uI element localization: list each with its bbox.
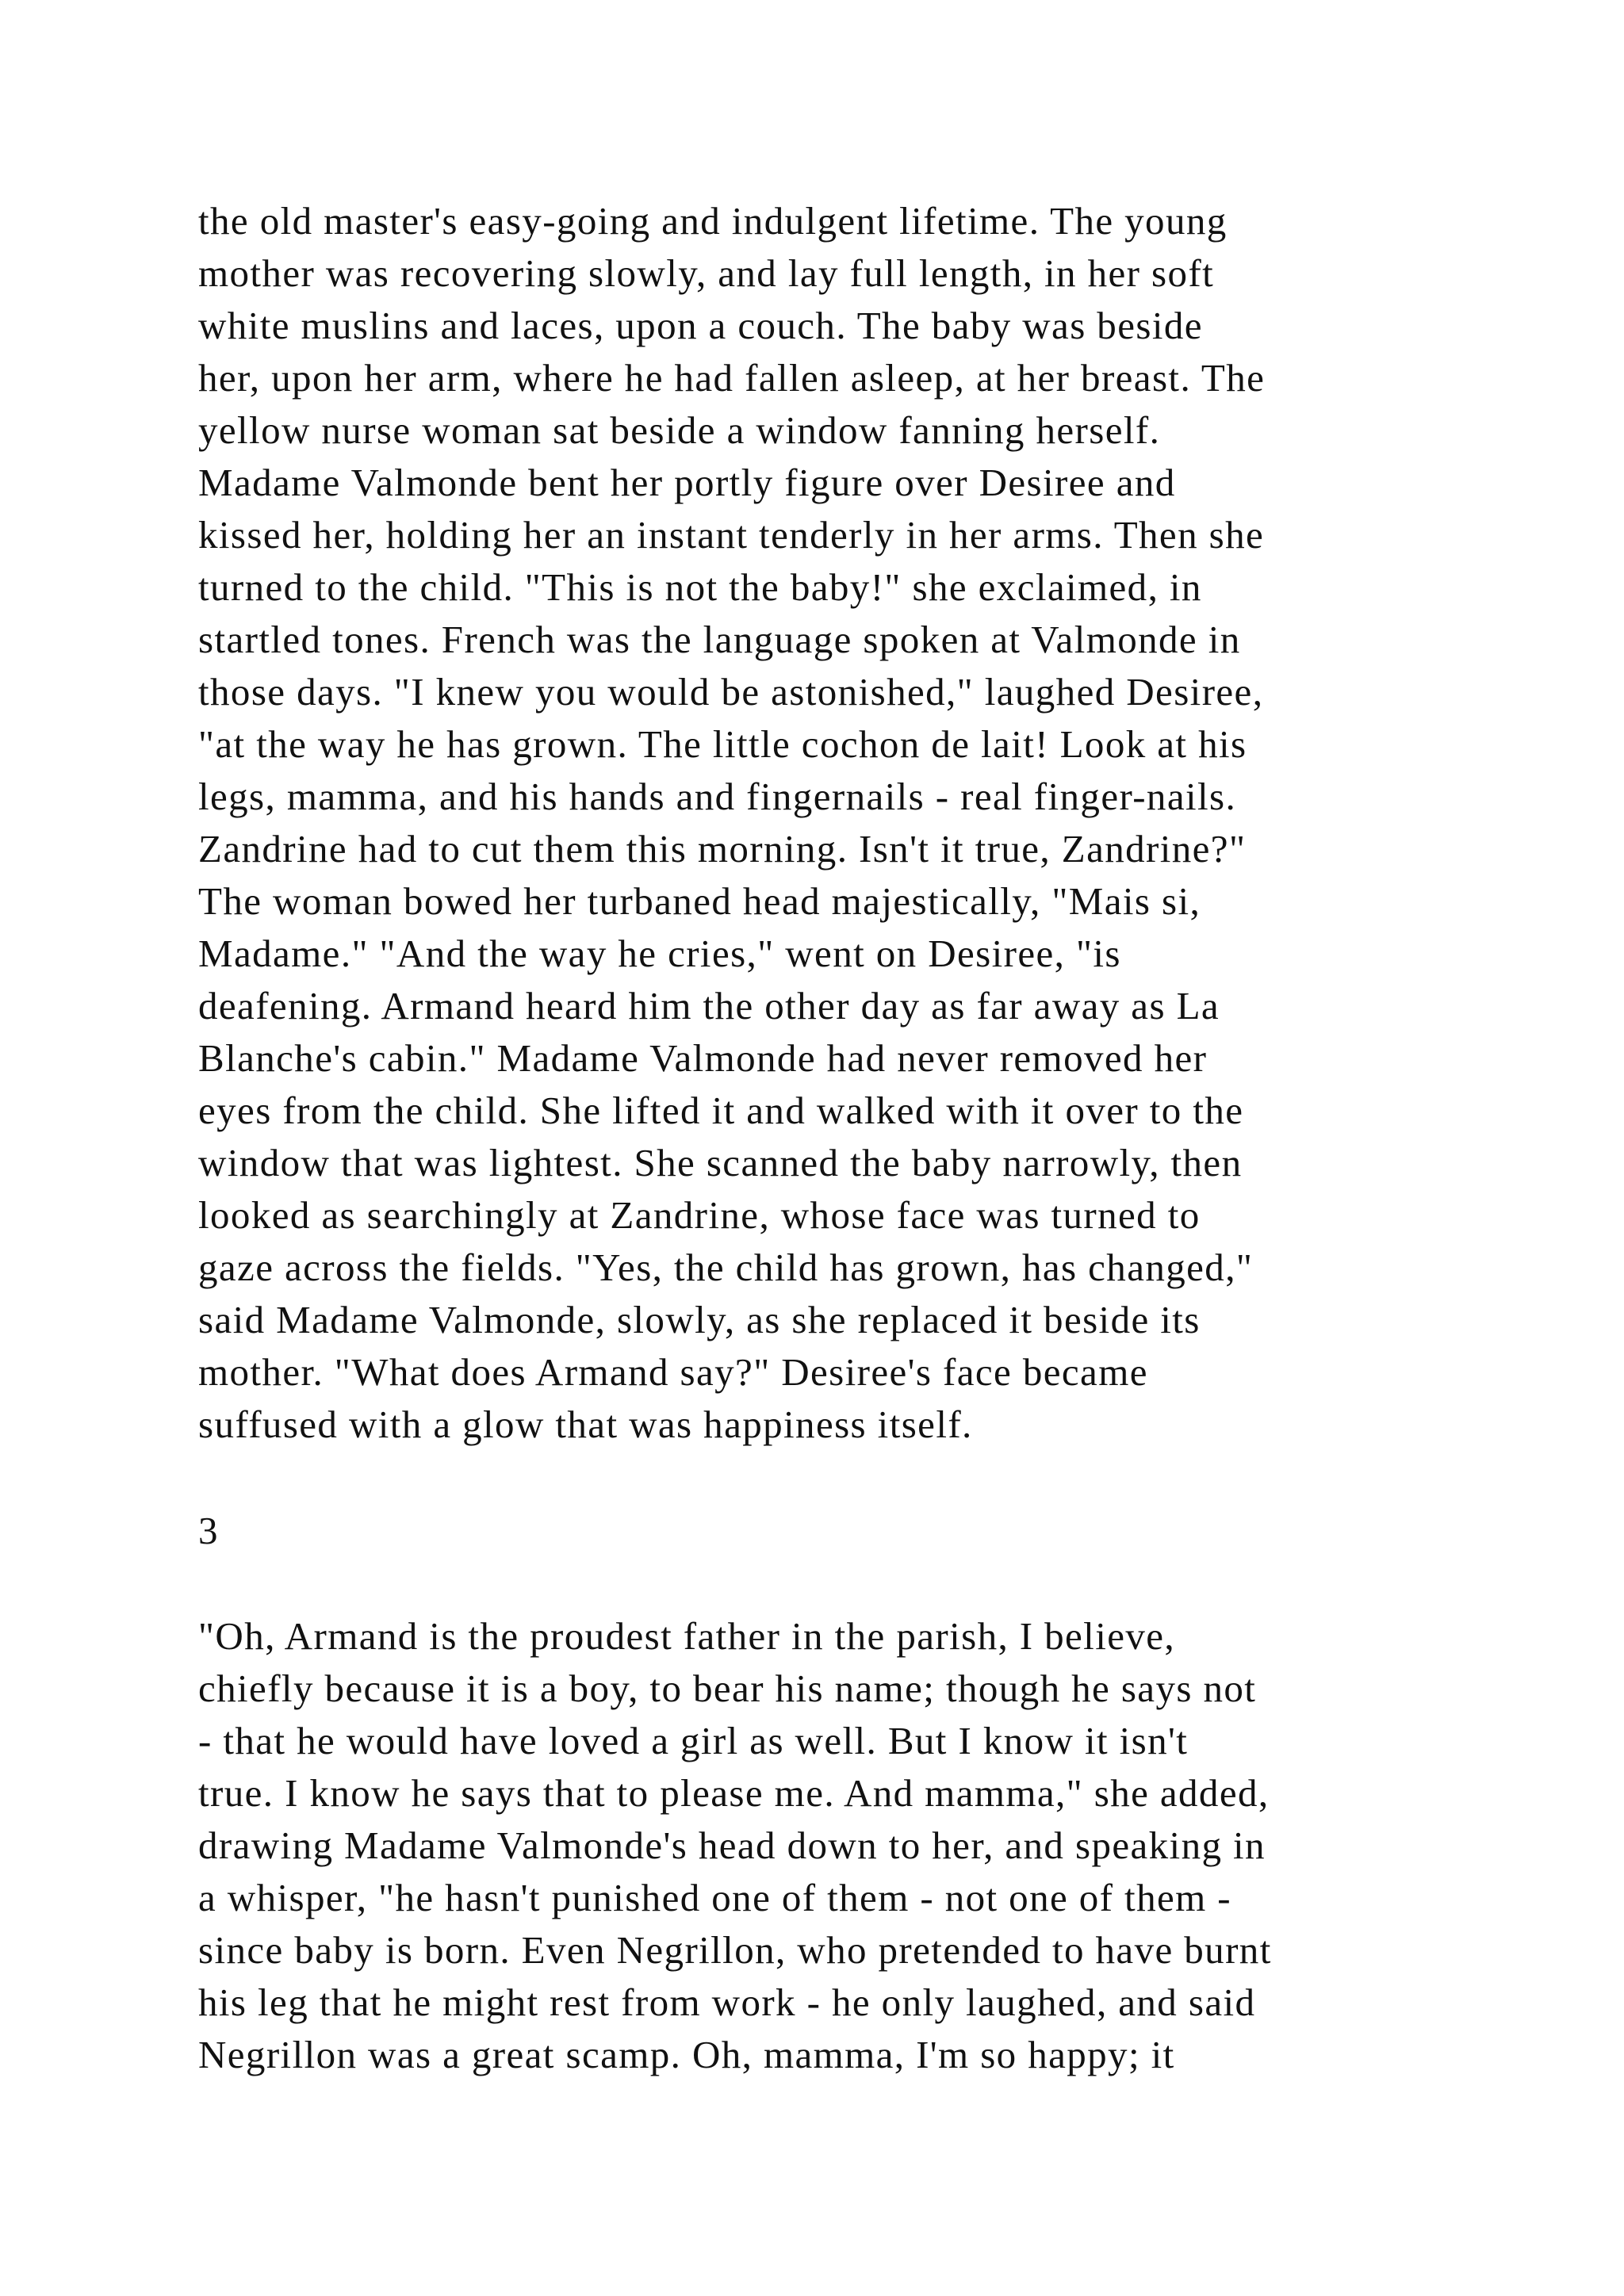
text-line: since baby is born. Even Negrillon, who pretended to have burnt [198,1928,1272,1972]
text-line: chiefly because it is a boy, to bear his name; though he says not [198,1667,1257,1710]
text-line: her, upon her arm, where he had fallen asleep, at her breast. The [198,356,1266,400]
text-line: drawing Madame Valmonde's head down to her, and speaking in [198,1823,1266,1867]
text-line: eyes from the child. She lifted it and walked with it over to the [198,1089,1244,1132]
text-line: Zandrine had to cut them this morning. Isn't it true, Zandrine?" [198,827,1247,871]
text-line: looked as searchingly at Zandrine, whose face was turned to [198,1193,1201,1237]
text-line: said Madame Valmonde, slowly, as she replaced it beside its [198,1298,1201,1341]
text-line: mother. "What does Armand say?" Desiree's face became [198,1350,1148,1394]
text-line: startled tones. French was the language spoken at Valmonde in [198,618,1241,661]
text-line: window that was lightest. She scanned the baby narrowly, then [198,1141,1243,1184]
text-line: Madame Valmonde bent her portly figure over Desiree and [198,461,1176,504]
text-line: a whisper, "he hasn't punished one of them - not one of them - [198,1876,1231,1919]
text-line: his leg that he might rest from work - he only laughed, and said [198,1980,1256,2024]
text-line: legs, mamma, and his hands and fingernails - real finger-nails. [198,775,1237,818]
text-line: the old master's easy-going and indulgent lifetime. The young [198,199,1228,243]
text-line: gaze across the fields. "Yes, the child has grown, has changed," [198,1246,1254,1289]
text-line: The woman bowed her turbaned head majestically, "Mais si, [198,879,1201,923]
text-line: suffused with a glow that was happiness itself. [198,1402,973,1446]
text-line: those days. "I knew you would be astonished," laughed Desiree, [198,670,1264,714]
text-line: deafening. Armand heard him the other day as far away as La [198,984,1220,1027]
text-line: turned to the child. "This is not the baby!" she exclaimed, in [198,565,1202,609]
page-number: 3 [198,1509,219,1552]
text-line: true. I know he says that to please me. And mamma," she added, [198,1771,1270,1815]
text-line: mother was recovering slowly, and lay full length, in her soft [198,251,1215,295]
text-line: - that he would have loved a girl as well. But I know it isn't [198,1719,1189,1762]
text-line: "Oh, Armand is the proudest father in the parish, I believe, [198,1614,1176,1658]
text-line: Negrillon was a great scamp. Oh, mamma, I'm so happy; it [198,2033,1175,2076]
text-line: yellow nurse woman sat beside a window fanning herself. [198,408,1161,452]
text-line: Blanche's cabin." Madame Valmonde had never removed her [198,1036,1208,1080]
text-line: Madame." "And the way he cries," went on Desiree, "is [198,932,1121,975]
text-line: white muslins and laces, upon a couch. The baby was beside [198,304,1203,347]
text-line: "at the way he has grown. The little cochon de lait! Look at his [198,722,1247,766]
text-line: kissed her, holding her an instant tenderly in her arms. Then she [198,513,1265,557]
